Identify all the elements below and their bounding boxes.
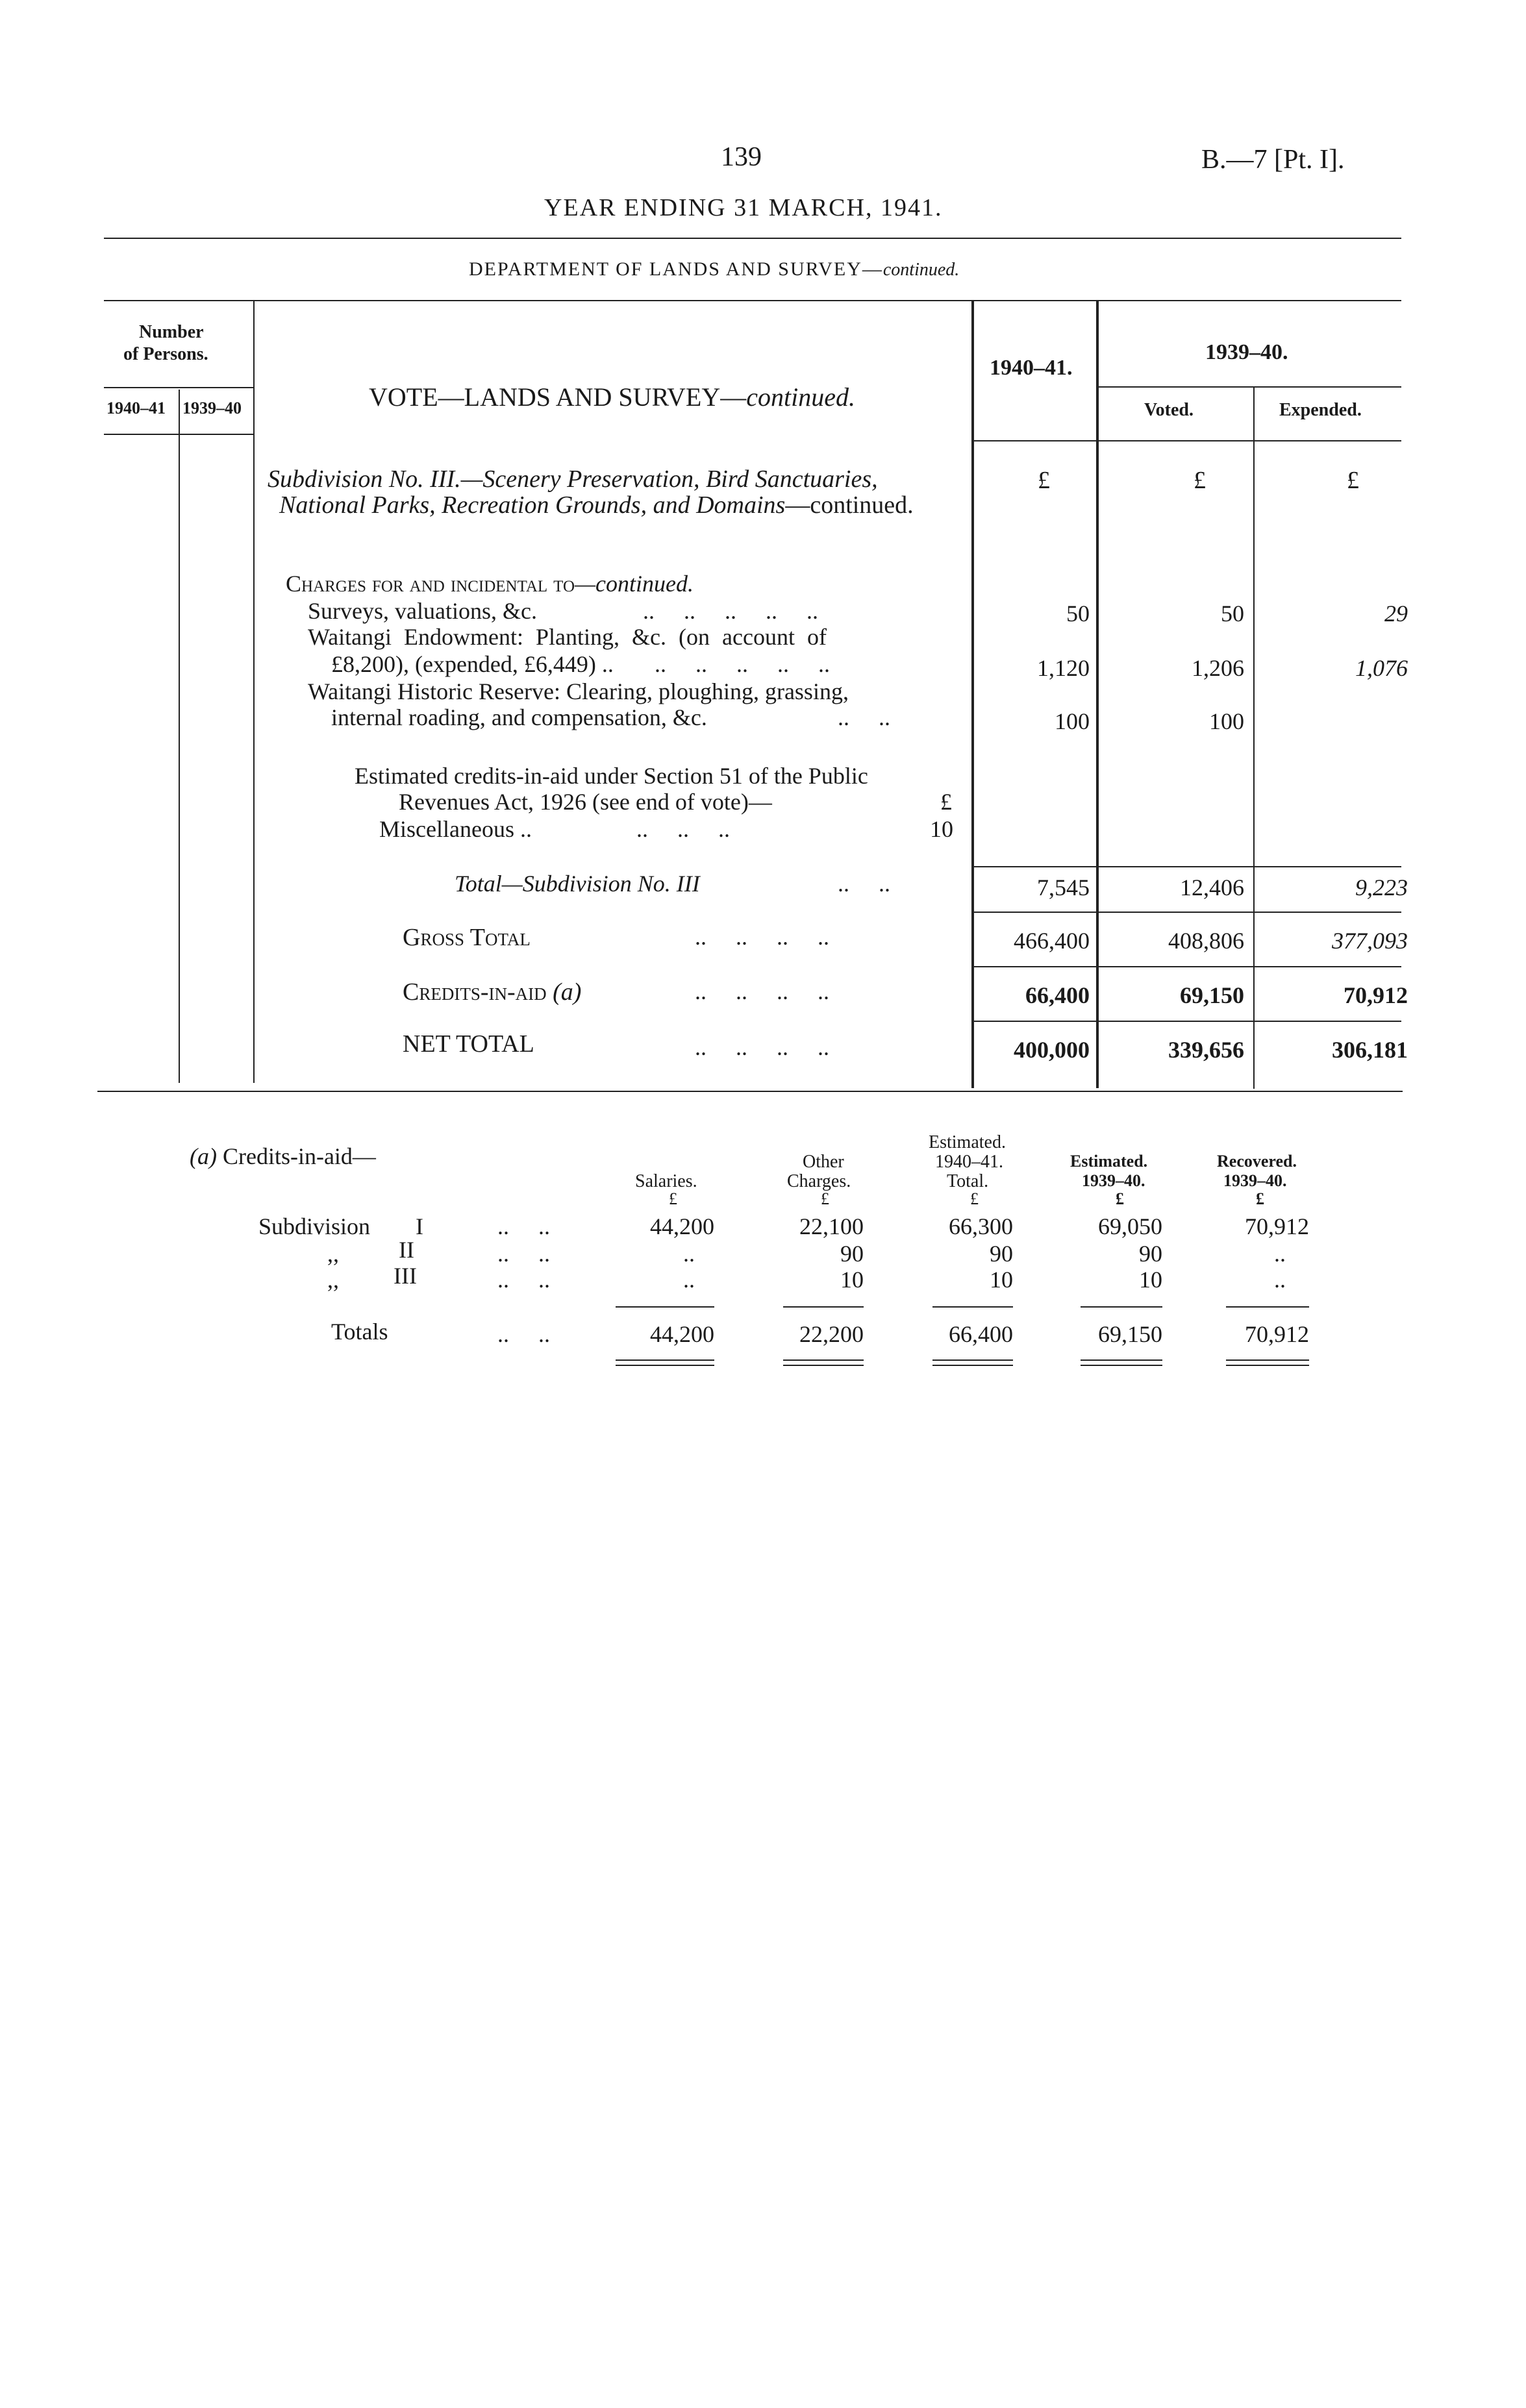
net-total-dots: .. .. .. .. <box>695 1034 829 1060</box>
gross-total-dots: .. .. .. .. <box>695 924 829 950</box>
subtotal-top-rule <box>973 866 1401 867</box>
persons-head-rule <box>104 387 253 388</box>
subdivision-line-2-italic: National Parks, Recreation Grounds, and Domains <box>279 491 786 519</box>
rule-table-top <box>104 300 1401 301</box>
charge-item-surveys-dots: .. .. .. .. .. <box>643 598 818 624</box>
col-1939-header: 1939–40. <box>1205 340 1288 364</box>
department-heading <box>469 258 959 280</box>
fn-row-num: III <box>394 1263 417 1289</box>
net-total-expended: 306,181 <box>1332 1037 1408 1063</box>
subdivision-line-1: Subdivision No. III.—Scenery Preservation, Bird Sanctuaries, <box>268 465 878 493</box>
persons-col-divider <box>179 390 180 1083</box>
credits-note-line-1: Estimated credits-in-aid under Section 51 of the Public <box>355 763 868 789</box>
charge-item-historic-dots: .. .. <box>838 704 890 730</box>
year-heading: YEAR ENDING 31 MARCH, 1941. <box>544 194 943 221</box>
charges-heading <box>286 570 694 597</box>
fn-col-est4041-1: Estimated. <box>929 1132 1006 1152</box>
subtotal-1940: 7,545 <box>1037 875 1090 900</box>
fn-totals-salaries: 44,200 <box>650 1321 714 1347</box>
credits-in-aid-row <box>403 978 581 1006</box>
fn-dbl-est4041-2 <box>932 1365 1013 1366</box>
rule-table-bottom <box>97 1091 1403 1092</box>
fn-dbl-salaries-1 <box>616 1359 714 1361</box>
fn-row-label: ,, <box>327 1241 339 1267</box>
fn-rule-recovered <box>1226 1306 1309 1308</box>
credits-in-aid-label: Credits-in-aid <box>403 978 547 1006</box>
charges-heading-cont: —continued. <box>575 571 694 597</box>
fn-row-label: ,, <box>327 1267 339 1293</box>
credits-in-aid-ref: (a) <box>553 978 582 1006</box>
fn-dbl-other-1 <box>783 1359 864 1361</box>
fn-pound-rec: £ <box>1256 1189 1264 1208</box>
credits-note-value: 10 <box>930 816 953 842</box>
subtotal-dots: .. .. <box>838 871 890 897</box>
fn-pound-other: £ <box>821 1189 829 1208</box>
fn-totals-other: 22,200 <box>799 1321 864 1347</box>
fn-row-other: 22,100 <box>799 1213 864 1239</box>
gross-total-expended: 377,093 <box>1332 928 1408 954</box>
charge-item-historic-1: Waitangi Historic Reserve: Clearing, ploughing, grassing, <box>308 678 849 704</box>
fn-pound-salaries: £ <box>669 1189 677 1208</box>
charge-item-endowment-dots: .. .. .. .. .. <box>655 651 830 677</box>
fn-col-est4041-3: Total. <box>947 1171 989 1191</box>
department-cont: continued. <box>882 260 960 280</box>
col-1940-right-border <box>1096 301 1099 1088</box>
credits-in-aid-expended: 70,912 <box>1344 982 1408 1008</box>
col-1940-header: 1940–41. <box>990 356 1073 380</box>
surveys-1940: 50 <box>1066 601 1090 627</box>
credits-note-pound: £ <box>940 789 952 815</box>
voted-head-rule <box>1097 386 1401 388</box>
credits-in-aid-voted: 69,150 <box>1180 982 1244 1008</box>
persons-heading-2: of Persons. <box>123 344 208 364</box>
fn-col-salaries: Salaries. <box>635 1171 697 1191</box>
gross-bottom-rule <box>973 966 1401 967</box>
fn-dbl-other-2 <box>783 1365 864 1366</box>
fn-row-salaries: .. <box>683 1241 695 1267</box>
charge-item-endowment-1: Waitangi Endowment: Planting, &c. (on account of <box>308 624 827 650</box>
fn-rule-salaries <box>616 1306 714 1308</box>
endowment-1940: 1,120 <box>1037 655 1090 681</box>
footnote-title-ref: (a) <box>190 1143 217 1169</box>
charge-item-surveys: Surveys, valuations, &c. <box>308 598 537 624</box>
fn-row-recovered: .. <box>1274 1267 1286 1293</box>
page-number: 139 <box>721 142 762 172</box>
col-expended-header: Expended. <box>1279 400 1362 420</box>
surveys-expended: 29 <box>1384 601 1408 627</box>
col-1940-left-border <box>971 301 974 1088</box>
historic-1940: 100 <box>1055 708 1090 734</box>
persons-head-bottom <box>104 434 253 435</box>
footnote-title <box>190 1143 376 1170</box>
fn-col-est3940-1: Estimated. <box>1070 1152 1148 1171</box>
fn-row-dots: .. .. <box>497 1241 550 1267</box>
fn-dbl-est3940-2 <box>1081 1365 1162 1366</box>
col-voted-header: Voted. <box>1144 400 1194 420</box>
fn-row-dots: .. .. <box>497 1267 550 1293</box>
fn-rule-other <box>783 1306 864 1308</box>
credits-note-line-2: Revenues Act, 1926 (see end of vote)— <box>399 789 772 815</box>
persons-right-border <box>253 301 255 1083</box>
fn-pound-est3940: £ <box>1116 1189 1124 1208</box>
fn-row-recovered: 70,912 <box>1245 1213 1309 1239</box>
fn-dbl-est3940-1 <box>1081 1359 1162 1361</box>
fn-rule-est4041 <box>932 1306 1013 1308</box>
fn-row-dots: .. .. <box>497 1213 550 1239</box>
vote-cont: continued. <box>746 382 855 412</box>
fn-row-est3940: 90 <box>1139 1241 1162 1267</box>
fn-row-salaries: .. <box>683 1267 695 1293</box>
fn-dbl-recovered-2 <box>1226 1365 1309 1366</box>
fn-row-est4041: 66,300 <box>949 1213 1013 1239</box>
fn-row-recovered: .. <box>1274 1241 1286 1267</box>
persons-col-1940: 1940–41 <box>106 399 166 417</box>
fn-row-label: Subdivision <box>258 1213 371 1239</box>
surveys-voted: 50 <box>1221 601 1244 627</box>
endowment-voted: 1,206 <box>1192 655 1244 681</box>
document-code: B.—7 [Pt. I]. <box>1201 145 1345 175</box>
subdivision-line-2 <box>279 491 914 519</box>
subdivision-line-2-tail: —continued. <box>785 491 914 519</box>
footnote-title-text: Credits-in-aid— <box>222 1143 376 1169</box>
subtotal-voted: 12,406 <box>1180 875 1244 900</box>
fn-col-other-2: Charges. <box>787 1171 851 1191</box>
fn-totals-label: Totals <box>331 1319 388 1345</box>
fn-dbl-recovered-1 <box>1226 1359 1309 1361</box>
net-total-voted: 339,656 <box>1168 1037 1244 1063</box>
credits-bottom-rule <box>973 1021 1401 1022</box>
fn-totals-recovered: 70,912 <box>1245 1321 1309 1347</box>
vote-main: VOTE—LANDS AND SURVEY— <box>369 382 747 412</box>
rule-top <box>104 238 1401 239</box>
pound-voted: £ <box>1194 467 1206 494</box>
fn-row-salaries: 44,200 <box>650 1213 714 1239</box>
fn-totals-dots: .. .. <box>497 1321 550 1347</box>
subtotal-label: Total—Subdivision No. III <box>455 871 700 897</box>
fn-row-num: II <box>399 1237 414 1263</box>
credits-in-aid-1940: 66,400 <box>1025 982 1090 1008</box>
vote-heading <box>369 382 855 412</box>
fn-row-other: 90 <box>840 1241 864 1267</box>
fn-row-other: 10 <box>840 1267 864 1293</box>
fn-row-est3940: 10 <box>1139 1267 1162 1293</box>
fn-row-est4041: 10 <box>990 1267 1013 1293</box>
pound-1940: £ <box>1038 467 1050 494</box>
net-total-1940: 400,000 <box>1014 1037 1090 1063</box>
fn-pound-est4041: £ <box>970 1189 979 1208</box>
fn-col-rec-2: 1939–40. <box>1223 1171 1287 1190</box>
fn-col-est4041-2: 1940–41. <box>935 1152 1003 1172</box>
fn-col-rec-1: Recovered. <box>1217 1152 1297 1171</box>
fn-row-num: I <box>416 1213 423 1239</box>
fn-totals-est4041: 66,400 <box>949 1321 1013 1347</box>
money-head-bottom <box>973 440 1401 441</box>
gross-total-label: Gross Total <box>403 924 531 951</box>
subtotal-bottom-rule <box>973 912 1401 913</box>
historic-voted: 100 <box>1209 708 1244 734</box>
net-total-label: NET TOTAL <box>403 1030 534 1058</box>
endowment-expended: 1,076 <box>1355 655 1408 681</box>
gross-total-voted: 408,806 <box>1168 928 1244 954</box>
persons-col-1939: 1939–40 <box>182 399 242 417</box>
pound-expended: £ <box>1347 467 1359 494</box>
fn-totals-est3940: 69,150 <box>1098 1321 1162 1347</box>
fn-dbl-salaries-2 <box>616 1365 714 1366</box>
fn-col-other-1: Other <box>803 1152 844 1172</box>
fn-dbl-est4041-1 <box>932 1359 1013 1361</box>
credits-note-line-3-dots: .. .. .. <box>636 816 730 842</box>
subtotal-expended: 9,223 <box>1355 875 1408 900</box>
charge-item-endowment-2: £8,200), (expended, £6,449) .. <box>331 651 614 677</box>
fn-row-est4041: 90 <box>990 1241 1013 1267</box>
department-main: DEPARTMENT OF LANDS AND SURVEY— <box>469 258 883 280</box>
gross-total-1940: 466,400 <box>1014 928 1090 954</box>
charges-heading-text: Charges for and incidental to <box>286 571 575 597</box>
credits-in-aid-dots: .. .. .. .. <box>695 978 829 1004</box>
fn-col-est3940-2: 1939–40. <box>1082 1171 1145 1190</box>
charge-item-historic-2: internal roading, and compensation, &c. <box>331 704 707 730</box>
persons-heading-1: Number <box>139 322 204 342</box>
fn-rule-est3940 <box>1081 1306 1162 1308</box>
fn-row-est3940: 69,050 <box>1098 1213 1162 1239</box>
credits-note-line-3: Miscellaneous .. <box>379 816 532 842</box>
